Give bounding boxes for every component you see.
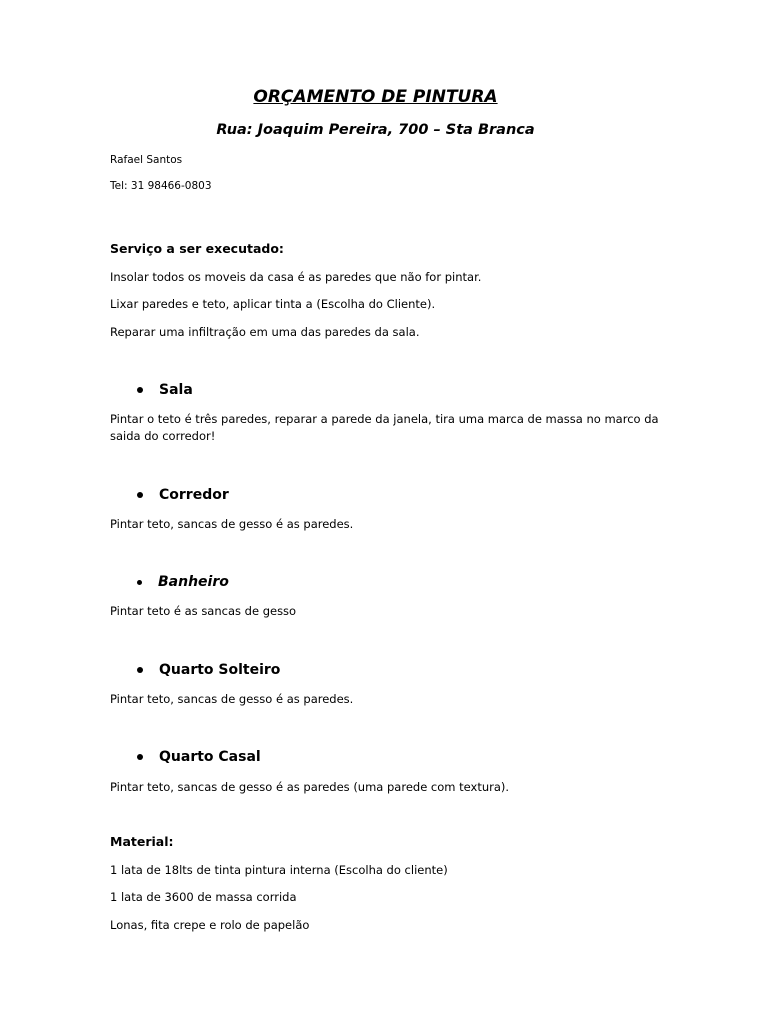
room-name: Quarto Solteiro bbox=[159, 662, 281, 678]
bullet-icon bbox=[137, 754, 143, 760]
room-heading-corredor bbox=[137, 487, 229, 503]
room-name: Quarto Casal bbox=[159, 749, 261, 765]
room-name: Sala bbox=[159, 382, 193, 398]
room-heading-quarto-casal bbox=[137, 749, 261, 765]
room-heading-sala bbox=[137, 382, 193, 398]
room-name: Banheiro bbox=[158, 574, 229, 590]
bullet-icon bbox=[137, 492, 143, 498]
room-heading-quarto-solteiro bbox=[137, 662, 280, 678]
room-description: Pintar o teto é três paredes, reparar a parede da janela, tira uma marca de massa no marco da saida do corredor! bbox=[110, 412, 659, 443]
address-subtitle: Rua: Joaquim Pereira, 700 – Sta Branca bbox=[216, 122, 535, 138]
material-item: 1 lata de 3600 de massa corrida bbox=[110, 890, 297, 904]
service-line: Insolar todos os moveis da casa é as paredes que não for pintar. bbox=[110, 270, 482, 284]
room-description: Pintar teto, sancas de gesso é as paredes. bbox=[110, 517, 354, 531]
service-line: Lixar paredes e teto, aplicar tinta a (Escolha do Cliente). bbox=[110, 297, 436, 311]
page-title: ORÇAMENTO DE PINTURA bbox=[253, 87, 498, 107]
service-line: Reparar uma infiltração em uma das paredes da sala. bbox=[110, 325, 420, 339]
room-heading-banheiro bbox=[137, 574, 229, 590]
contact-name: Rafael Santos bbox=[110, 154, 183, 166]
bullet-icon bbox=[137, 387, 143, 393]
bullet-icon bbox=[137, 580, 142, 585]
contact-phone: Tel: 31 98466-0803 bbox=[110, 180, 212, 192]
material-item: Lonas, fita crepe e rolo de papelão bbox=[110, 918, 310, 932]
material-heading: Material: bbox=[110, 834, 174, 849]
room-description: Pintar teto, sancas de gesso é as paredes (uma parede com textura). bbox=[110, 780, 510, 794]
room-description: Pintar teto é as sancas de gesso bbox=[110, 604, 297, 618]
room-name: Corredor bbox=[159, 487, 229, 503]
room-description: Pintar teto, sancas de gesso é as paredes. bbox=[110, 692, 354, 706]
bullet-icon bbox=[137, 667, 143, 673]
material-item: 1 lata de 18lts de tinta pintura interna (Escolha do cliente) bbox=[110, 863, 448, 877]
service-heading: Serviço a ser executado: bbox=[110, 241, 284, 256]
